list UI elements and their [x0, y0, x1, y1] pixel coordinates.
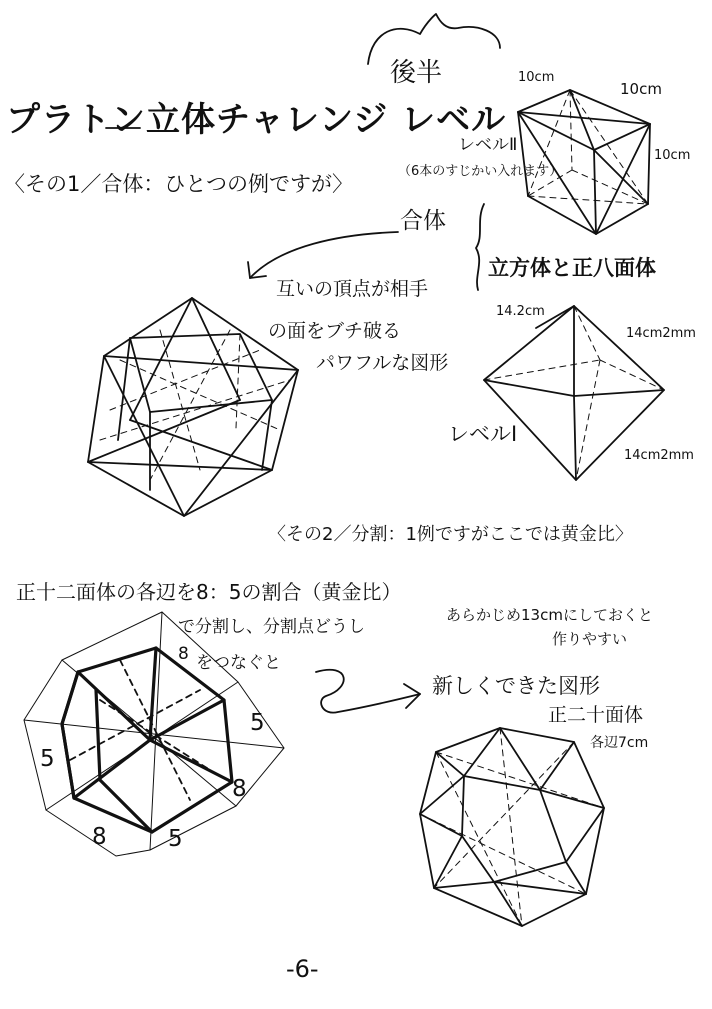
cube-drawing: [518, 90, 650, 234]
octahedron-drawing: [484, 306, 664, 480]
combine-arrow-head: [248, 262, 266, 278]
part1-heading: 〈その1／合体：ひとつの例ですが〉: [4, 172, 353, 196]
cube-level-label: レベルⅡ: [458, 135, 518, 155]
octa-edge-label-right: 14cm2mm: [626, 326, 696, 341]
ratio-label-3: 5: [168, 826, 183, 852]
combine-label: 合体: [400, 208, 446, 234]
instruction-line-3: をつなぐと: [196, 653, 281, 673]
result-label: 新しくできた図形: [432, 674, 600, 698]
instruction-note-2: 作りやすい: [552, 630, 628, 648]
six-braces-note: （6本のすじかい入れます）: [398, 164, 563, 179]
result-arrow: [316, 670, 420, 713]
ratio-label-1: 5: [40, 746, 55, 772]
combine-arrow: [250, 232, 398, 278]
part2-heading: 〈その2／分割：1例ですがここでは黄金比〉: [268, 524, 633, 545]
top-brace: [368, 14, 500, 64]
ratio-label-2: 8: [92, 824, 107, 850]
result-edge: 各辺7cm: [590, 735, 649, 751]
instruction-line-2: で分割し、分割点どうし: [178, 617, 365, 637]
page-title: プラトン立体チャレンジ レベル: [6, 100, 507, 140]
combine-result: 立方体と正八面体: [488, 256, 656, 280]
page-number: -6-: [286, 955, 319, 983]
cube-edge-label-top-left: 10cm: [518, 70, 555, 85]
ratio-label-5: 5: [250, 710, 265, 736]
annotation-line-1: 互いの頂点が相手: [276, 278, 429, 300]
compound-drawing: [88, 298, 298, 516]
dodecahedron-drawing: [24, 612, 284, 856]
result-name: 正二十面体: [548, 704, 644, 726]
octa-edge-label-top-left: 14.2cm: [496, 304, 545, 319]
cube-edge-label-top-right: 10cm: [620, 80, 662, 98]
cube-edge-label-right: 10cm: [654, 148, 691, 163]
annotation-line-3: パワフルな図形: [316, 352, 449, 374]
annotation-line-2: の面をブチ破る: [268, 320, 402, 342]
octa-level-label: レベルⅠ: [448, 422, 518, 446]
instruction-note-1: あらかじめ13cmにしておくと: [446, 606, 653, 624]
instruction-line-1: 正十二面体の各辺を8：5の割合（黄金比）: [16, 580, 402, 604]
combine-brace: [476, 204, 484, 290]
octa-edge-label-bottom: 14cm2mm: [624, 448, 694, 463]
ratio-label-4: 8: [232, 776, 247, 802]
icosahedron-drawing: [420, 728, 604, 926]
second-half-label: 後半: [390, 58, 443, 88]
ratio-label-6: 8: [178, 644, 189, 664]
